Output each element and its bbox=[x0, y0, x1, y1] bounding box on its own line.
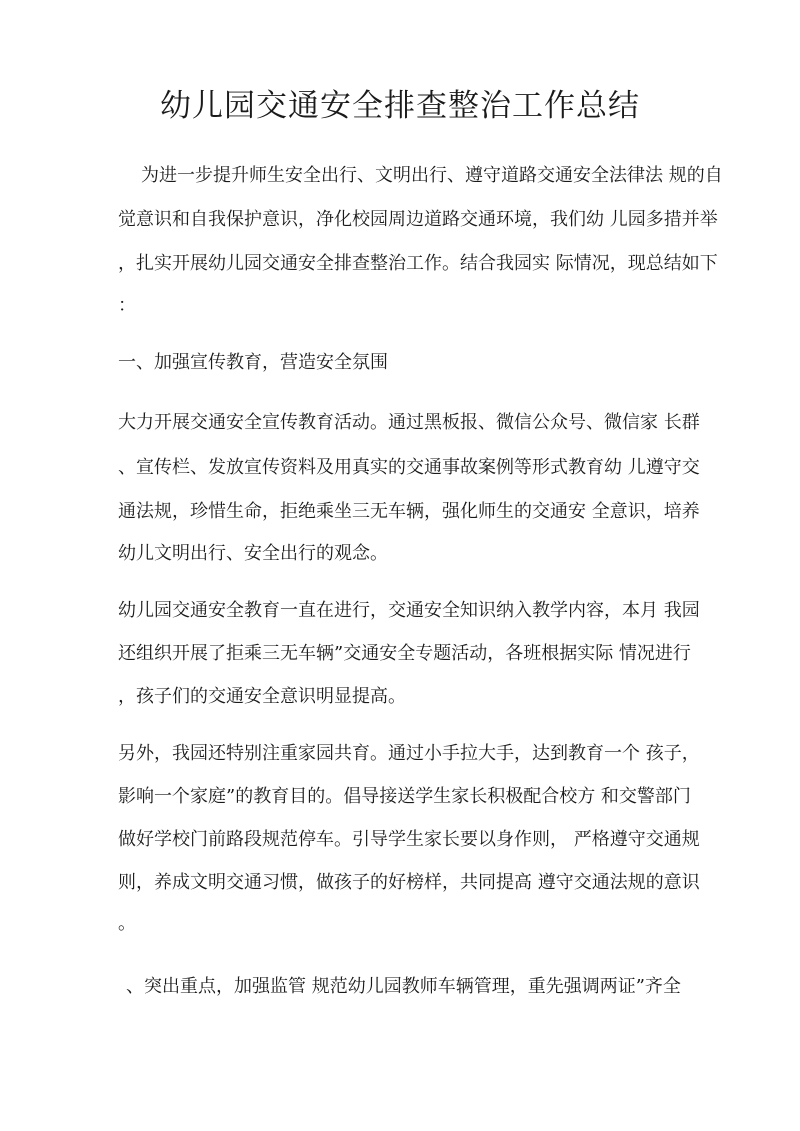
intro-line-3: ，扎实开展幼儿园交通安全排查整治工作。结合我园实 际情况，现总结如下 bbox=[118, 253, 718, 274]
paragraph-3-line-3: ，孩子们的交通安全意识明显提高。 bbox=[118, 686, 406, 707]
paragraph-4-line-5: 。 bbox=[118, 913, 136, 934]
paragraph-4-line-1: 另外，我园还特别注重家园共育。通过小手拉大手，达到教育一个 孩子， bbox=[118, 743, 700, 764]
paragraph-3-line-2: 还组织开展了拒乘三无车辆”交通安全专题活动，各班根据实际 情况进行 bbox=[118, 643, 691, 664]
intro-line-4: ： bbox=[118, 295, 136, 316]
paragraph-3-line-1: 幼儿园交通安全教育一直在进行，交通安全知识纳入教学内容，本月 我园 bbox=[118, 600, 700, 621]
paragraph-2-line-4: 幼儿文明出行、安全出行的观念。 bbox=[118, 543, 388, 564]
paragraph-4-line-2: 影响一个家庭”的教育目的。倡导接送学生家长积极配合校方 和交警部门 bbox=[118, 786, 691, 807]
paragraph-2-line-2: 、宣传栏、发放宣传资料及用真实的交通事故案例等形式教育幼 儿遵守交 bbox=[118, 457, 700, 478]
paragraph-4-line-3: 做好学校门前路段规范停车。引导学生家长要以身作则， 严格遵守交通规 bbox=[118, 829, 700, 850]
document-title: 幼儿园交通安全排查整治工作总结 bbox=[160, 88, 640, 124]
intro-line-1: 为进一步提升师生安全出行、文明出行、遵守道路交通安全法律法 规的自 bbox=[141, 165, 723, 186]
intro-line-2: 觉意识和自我保护意识，净化校园周边道路交通环境，我们幼 儿园多措并举 bbox=[118, 209, 718, 230]
paragraph-2-line-3: 通法规，珍惜生命，拒绝乘坐三无车辆，强化师生的交通安 全意识，培养 bbox=[118, 501, 700, 522]
paragraph-5-line-1: 、突出重点，加强监管 规范幼儿园教师车辆管理，重先强调两证”齐全 bbox=[126, 976, 681, 997]
section-heading-1: 一、加强宣传教育，营造安全氛围 bbox=[118, 352, 388, 373]
paragraph-2-line-1: 大力开展交通安全宣传教育活动。通过黑板报、微信公众号、微信家 长群 bbox=[118, 412, 700, 433]
paragraph-4-line-4: 则，养成文明交通习惯，做孩子的好榜样，共同提高 遵守交通法规的意识 bbox=[118, 872, 700, 893]
